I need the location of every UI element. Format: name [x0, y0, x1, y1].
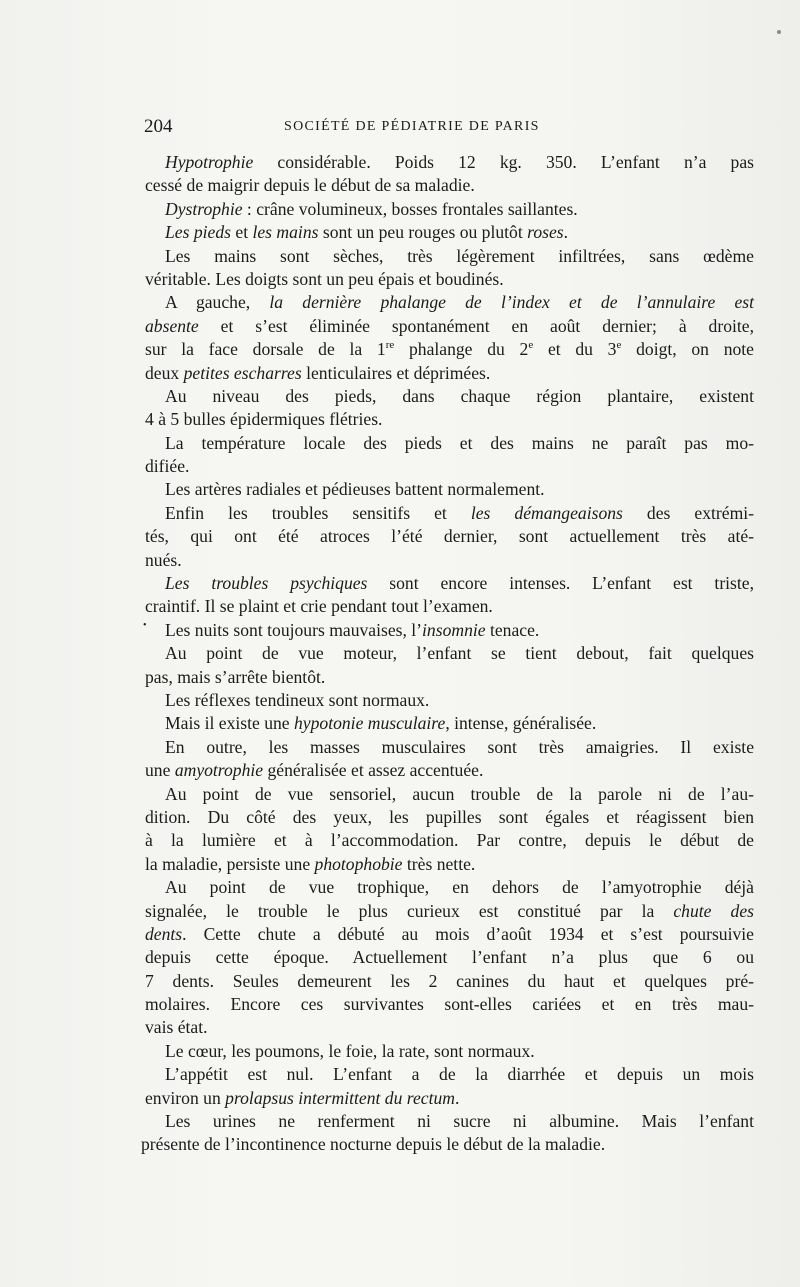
text-line: dition. Du côté des yeux, les pupilles sont égales et réagissent bien	[145, 806, 754, 827]
text-line: craintif. Il se plaint et crie pendant tout l’examen.	[145, 596, 493, 617]
text-line: Au point de vue trophique, en dehors de l’amyotrophie déjà	[165, 877, 754, 898]
text-line: nués.	[145, 549, 182, 570]
text-line: sur la face dorsale de la 1re phalange du 2e et du 3e doigt, on note	[145, 339, 754, 360]
text-line: deux petites escharres lenticulaires et déprimées.	[145, 362, 491, 383]
margin-bullet-mark: •	[143, 620, 147, 631]
text-line: En outre, les masses musculaires sont très amaigries. Il existe	[165, 736, 754, 757]
text-line: présente de l’incontinence nocturne depuis le début de la maladie.	[141, 1134, 606, 1155]
text-line: véritable. Les doigts sont un peu épais et boudinés.	[145, 268, 504, 289]
page-number: 204	[144, 116, 173, 137]
text-line: absente et s’est éliminée spontanément en août dernier; à droite,	[145, 315, 754, 336]
text-line: 7 dents. Seules demeurent les 2 canines du haut et quelques pré-	[145, 970, 754, 991]
text-line: molaires. Encore ces survivantes sont-elles cariées et en très mau-	[145, 994, 754, 1015]
page-header	[144, 116, 756, 140]
text-line: depuis cette époque. Actuellement l’enfant n’a plus que 6 ou	[145, 947, 754, 968]
text-line: Dystrophie : crâne volumineux, bosses frontales saillantes.	[165, 198, 578, 219]
text-line: L’appétit est nul. L’enfant a de la diarrhée et depuis un mois	[165, 1064, 754, 1085]
body-text	[141, 151, 755, 1157]
text-line: Les troubles psychiques sont encore intenses. L’enfant est triste,	[165, 573, 755, 594]
text-line: cessé de maigrir depuis le début de sa maladie.	[145, 175, 475, 196]
text-line: Enfin les troubles sensitifs et les démangeaisons des extrémi-	[165, 502, 754, 523]
text-line: La température locale des pieds et des mains ne paraît pas mo-	[165, 432, 754, 453]
text-line: Au point de vue moteur, l’enfant se tient debout, fait quelques	[165, 643, 754, 664]
text-line: Hypotrophie considérable. Poids 12 kg. 350. L’enfant n’a pas	[165, 152, 754, 172]
text-line: Les artères radiales et pédieuses battent normalement.	[165, 479, 545, 500]
text-line: Les nuits sont toujours mauvaises, l’insomnie tenace.	[165, 619, 540, 640]
text-line: Au niveau des pieds, dans chaque région plantaire, existent	[165, 385, 754, 406]
running-head: SOCIÉTÉ DE PÉDIATRIE DE PARIS	[284, 119, 540, 134]
text-line: Les réflexes tendineux sont normaux.	[165, 689, 430, 710]
text-line: Les urines ne renferment ni sucre ni albumine. Mais l’enfant	[165, 1111, 754, 1132]
text-line: à la lumière et à l’accommodation. Par contre, depuis le début de	[145, 830, 754, 851]
text-line: vais état.	[145, 1017, 208, 1038]
text-line: Mais il existe une hypotonie musculaire, intense, généralisée.	[165, 713, 597, 734]
text-line: A gauche, la dernière phalange de l’index et de l’annulaire est	[165, 292, 755, 313]
text-line: Les pieds et les mains sont un peu rouges ou plutôt roses.	[165, 222, 569, 243]
paper-speck	[777, 30, 781, 34]
text-line: tés, qui ont été atroces l’été dernier, sont actuellement très até-	[145, 526, 754, 547]
text-line: difiée.	[145, 456, 190, 477]
text-line: dents. Cette chute a débuté au mois d’août 1934 et s’est poursuivie	[145, 923, 754, 944]
text-line: la maladie, persiste une photophobie très nette.	[145, 853, 476, 874]
text-line: Le cœur, les poumons, le foie, la rate, sont normaux.	[165, 1040, 535, 1061]
text-line: 4 à 5 bulles épidermiques flétries.	[145, 409, 383, 430]
text-line: une amyotrophie généralisée et assez accentuée.	[145, 760, 484, 781]
text-line: signalée, le trouble le plus curieux est constitué par la chute des	[145, 900, 754, 921]
text-line: Les mains sont sèches, très légèrement infiltrées, sans œdème	[165, 245, 754, 266]
text-line: pas, mais s’arrête bientôt.	[145, 666, 326, 687]
text-line: environ un prolapsus intermittent du rectum.	[145, 1087, 460, 1108]
text-line: Au point de vue sensoriel, aucun trouble de la parole ni de l’au-	[165, 783, 754, 804]
